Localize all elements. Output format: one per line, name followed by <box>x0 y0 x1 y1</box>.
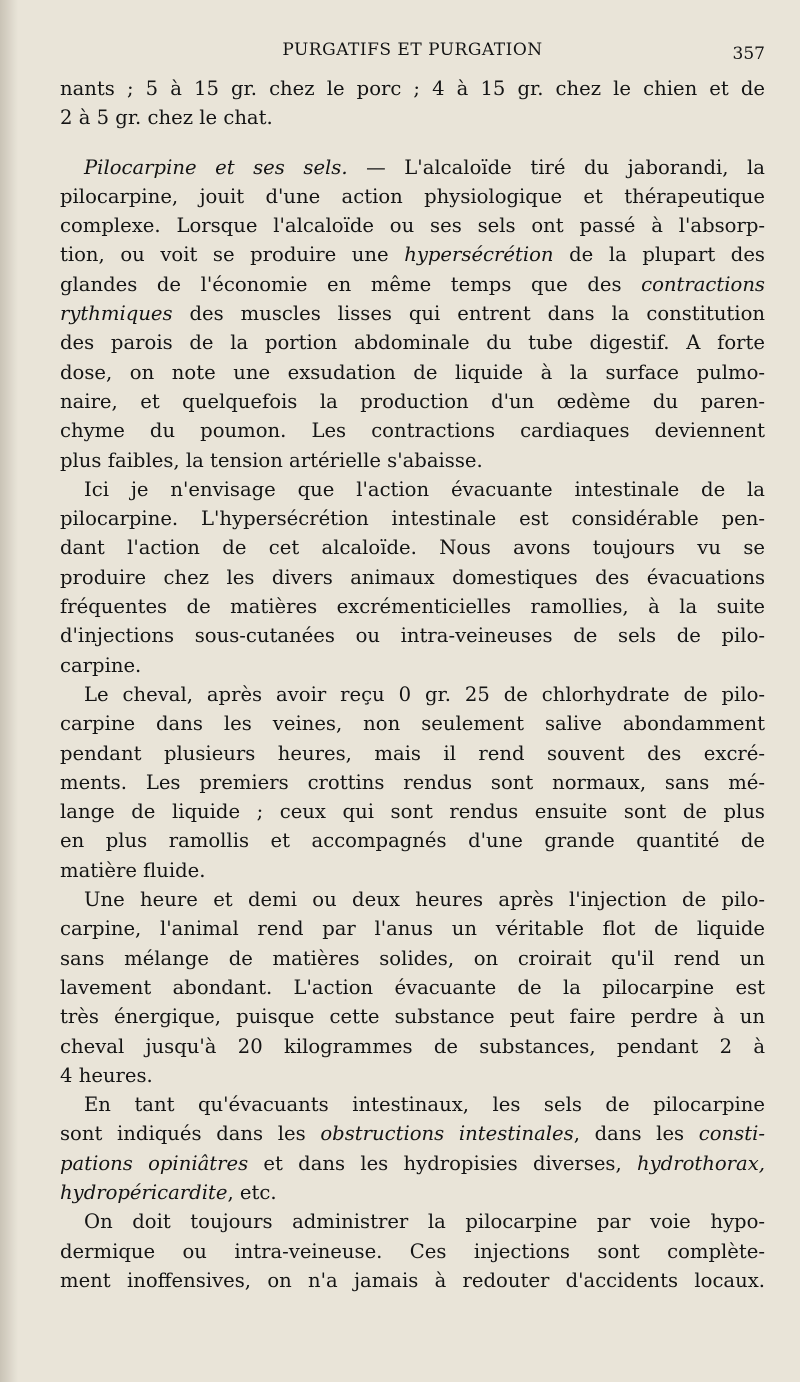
emphasis-term: obstructions intestinales <box>320 1122 574 1146</box>
paragraph-timing <box>60 885 765 1090</box>
text-line: pendant plusieurs heures, mais il rend souvent des excré- <box>60 741 765 765</box>
text-line: dant l'action de cet alcaloïde. Nous avons toujours vu se <box>60 536 765 560</box>
text-line <box>60 1119 765 1148</box>
book-page <box>60 40 765 1360</box>
text-span: et dans les hydropisies diverses, <box>248 1151 637 1175</box>
text-line: ments. Les premiers crottins rendus sont normaux, sans mé- <box>60 770 765 794</box>
text-line: pilocarpine, jouit d'une action physiologique et thérapeutique <box>60 184 765 208</box>
emphasis-term: rythmiques <box>60 302 173 326</box>
section-heading: Pilocarpine et ses sels. <box>84 155 348 179</box>
text-line <box>60 240 765 269</box>
page-gutter-shadow <box>0 0 18 1382</box>
text-line: très énergique, puisque cette substance peut faire perdre à un <box>60 1005 765 1029</box>
paragraph-indications <box>60 1090 765 1207</box>
text-line: naire, et quelquefois la production d'un œdème du paren- <box>60 389 765 413</box>
text-line <box>60 1178 765 1207</box>
heading-dash: — <box>347 155 405 179</box>
text-line: Ici je n'envisage que l'action évacuante intestinale de la <box>84 477 765 501</box>
text-line: en plus ramollis et accompagnés d'une grande quantité de <box>60 829 765 853</box>
text-span: des muscles lisses qui entrent dans la constitution <box>172 302 765 326</box>
text-line: carpine. <box>60 653 142 677</box>
text-line: produire chez les divers animaux domestiques des évacuations <box>60 565 765 589</box>
text-line: dose, on note une exsudation de liquide à la surface pulmo- <box>60 360 765 384</box>
text-line: sans mélange de matières solides, on croirait qu'il rend un <box>60 946 765 970</box>
text-line: fréquentes de matières excrémenticielles ramollies, à la suite <box>60 595 765 619</box>
text-span: , etc. <box>227 1180 277 1204</box>
running-title: PURGATIFS ET PURGATION <box>282 40 543 60</box>
text-span: glandes de l'économie en même temps que des <box>60 272 642 296</box>
text-line: des parois de la portion abdominale du tube digestif. A forte <box>60 331 765 355</box>
text-line: lavement abondant. L'action évacuante de la pilocarpine est <box>60 975 765 999</box>
text-span: , dans les <box>573 1122 699 1146</box>
paragraph-pilocarpine-intro <box>60 153 765 475</box>
text-line <box>60 299 765 328</box>
text-line: carpine dans les veines, non seulement salive abondamment <box>60 712 765 736</box>
emphasis-term: consti- <box>698 1122 765 1146</box>
text-line: Une heure et demi ou deux heures après l'injection de pilo- <box>84 888 765 912</box>
text-line: En tant qu'évacuants intestinaux, les sels de pilocarpine <box>84 1093 765 1117</box>
text-line: 2 à 5 gr. chez le chat. <box>60 106 273 130</box>
text-line <box>60 270 765 299</box>
emphasis-term: pations opiniâtres <box>60 1151 249 1175</box>
emphasis-term: hydropéricardite <box>60 1180 228 1204</box>
section-gap <box>60 133 765 153</box>
page-number: 357 <box>732 44 765 64</box>
text-line: cheval jusqu'à 20 kilogrammes de substances, pendant 2 à <box>60 1034 765 1058</box>
paragraph-evacuant-action <box>60 475 765 680</box>
paragraph-administration <box>60 1207 765 1295</box>
page-header <box>60 40 765 74</box>
text-line: chyme du poumon. Les contractions cardiaques deviennent <box>60 419 765 443</box>
text-span: de la plupart des <box>553 243 765 267</box>
text-span: tion, ou voit se produire une <box>60 243 405 267</box>
text-span: L'alcaloïde tiré du jaborandi, la <box>404 155 765 179</box>
text-line: d'injections sous-cutanées ou intra-veineuses de sels de pilo- <box>60 624 765 648</box>
emphasis-term: hydrothorax, <box>636 1151 765 1175</box>
emphasis-term: contractions <box>641 272 765 296</box>
text-span: sont indiqués dans les <box>60 1122 321 1146</box>
text-line: plus faibles, la tension artérielle s'abaisse. <box>60 448 483 472</box>
text-line: On doit toujours administrer la pilocarpine par voie hypo- <box>84 1210 765 1234</box>
text-line: carpine, l'animal rend par l'anus un véritable flot de liquide <box>60 917 765 941</box>
text-line: 4 heures. <box>60 1063 153 1087</box>
text-line: matière fluide. <box>60 858 206 882</box>
text-line <box>60 153 765 182</box>
text-line: pilocarpine. L'hypersécrétion intestinale est considérable pen- <box>60 507 765 531</box>
text-line: dermique ou intra-veineuse. Ces injections sont complète- <box>60 1239 765 1263</box>
emphasis-term: hypersécrétion <box>404 243 554 267</box>
text-line: ment inoffensives, on n'a jamais à redouter d'accidents locaux. <box>60 1268 765 1292</box>
text-line <box>60 1149 765 1178</box>
text-line: nants ; 5 à 15 gr. chez le porc ; 4 à 15 gr. chez le chien et de <box>60 77 765 100</box>
text-line: complexe. Lorsque l'alcaloïde ou ses sels ont passé à l'absorp- <box>60 214 765 238</box>
text-line: Le cheval, après avoir reçu 0 gr. 25 de chlorhydrate de pilo- <box>84 682 765 706</box>
paragraph-horse <box>60 680 765 885</box>
paragraph-dosage-end <box>60 74 765 133</box>
text-line: lange de liquide ; ceux qui sont rendus ensuite sont de plus <box>60 800 765 824</box>
